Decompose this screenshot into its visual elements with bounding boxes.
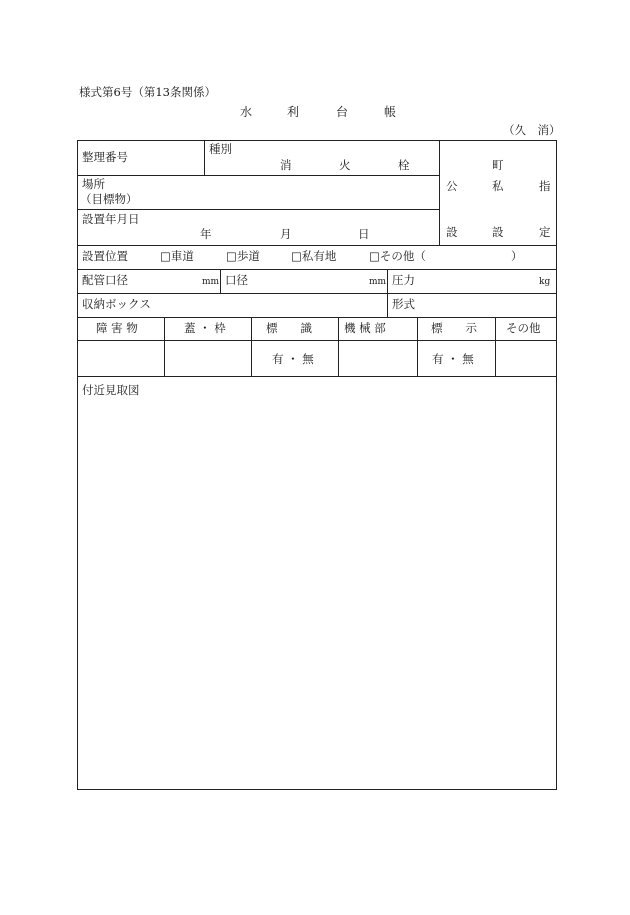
settei-char: 定 [539,225,551,239]
atsuryoku-label: 圧力 [392,273,415,287]
rule [77,293,557,294]
position-option-shiyuchi: □私有地 [291,249,337,263]
rule [338,317,339,376]
frame-top [77,140,557,141]
basho-label: 場所 [82,177,105,191]
table-header: その他 [506,321,541,335]
keishiki-label: 形式 [392,297,415,311]
title-char: 台 [336,105,349,119]
title-char: 利 [287,105,300,119]
title-char: 帳 [384,105,397,119]
tsuki-label: 月 [280,227,292,241]
table-header: 機 械 部 [344,321,386,335]
rule [387,269,388,317]
rule [77,209,439,210]
rule [77,175,439,176]
position-option-sonota: □その他（ [369,249,426,263]
hyoji-value: 有 ・ 無 [432,352,474,366]
hyoshiki-value: 有 ・ 無 [272,352,314,366]
shubetsu-value-char: 消 [280,158,292,172]
rule [77,245,557,246]
machi-label: 町 [492,158,504,172]
mm-unit: mm [369,277,387,287]
shubetsu-value-char: 火 [339,158,351,172]
settei-char: 設 [446,225,458,239]
frame-bottom [77,789,557,790]
table-header: 標 識 [266,321,312,335]
haikan-kokei-label: 配管口径 [82,273,128,287]
title-char: 水 [240,105,253,119]
kokei-label: 口径 [225,273,248,287]
frame-left [77,140,78,790]
rule [220,269,221,293]
koshishi-char: 公 [446,179,458,193]
secchi-nengappi-label: 設置年月日 [82,212,140,226]
fukin-mitorizu-label: 付近見取図 [82,383,140,397]
rule [77,340,557,341]
rule [77,269,557,270]
rule [439,140,440,245]
paren-close: ） [511,249,523,263]
nen-label: 年 [200,227,212,241]
rule [204,140,205,175]
table-header: 障 害 物 [96,321,138,335]
rule [77,317,557,318]
mm-unit: mm [202,277,220,287]
rule [417,317,418,376]
shubetsu-label: 種別 [209,142,232,156]
table-header: 標 示 [431,321,477,335]
rule [251,317,252,376]
hi-label: 日 [358,227,370,241]
kg-unit: kg [539,277,551,287]
rule [164,317,165,376]
rule [495,317,496,376]
frame-right [556,140,557,790]
shuno-box-label: 収納ボックス [82,297,151,311]
rule [77,376,557,377]
secchi-ichi-label: 設置位置 [82,249,128,263]
shubetsu-value-char: 栓 [398,158,410,172]
mokuhyo-label: （目標物） [80,192,138,206]
seiri-bango-label: 整理番号 [82,150,128,164]
position-option-shado: □車道 [160,249,194,263]
table-header: 蓋 ・ 枠 [184,321,226,335]
form-number: 様式第6号（第13条関係） [79,85,216,99]
jurisdiction-label: （久 消） [503,123,561,137]
position-option-hodo: □歩道 [226,249,260,263]
koshishi-char: 私 [492,179,504,193]
koshishi-char: 指 [539,179,551,193]
settei-char: 設 [492,225,504,239]
